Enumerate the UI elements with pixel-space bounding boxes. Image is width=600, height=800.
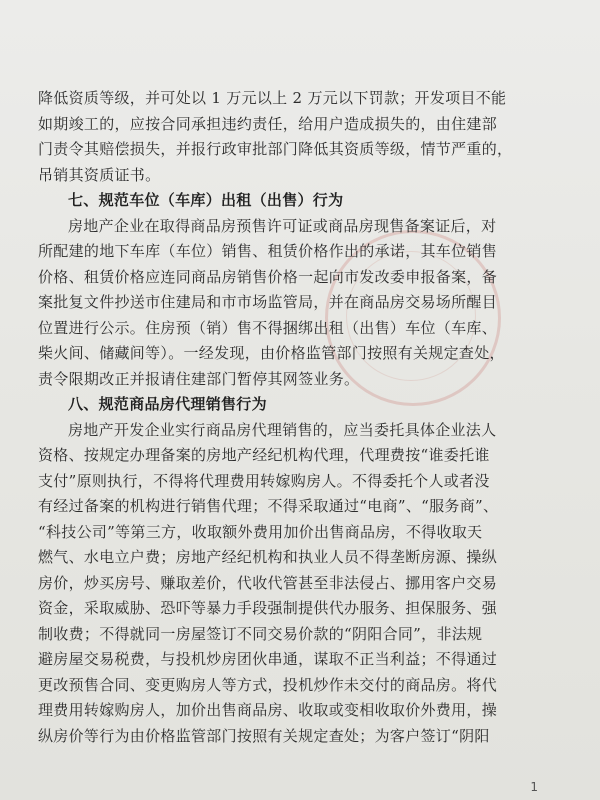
paragraph-line: 资格、按规定办理备案的房地产经纪机构代理，代理费按“谁委托谁 — [38, 446, 490, 464]
paragraph-line: 房地产开发企业实行商品房代理销售的，应当委托具体企业法人 — [68, 420, 497, 439]
paragraph-line: 纵房价等行为由价格监管部门按照有关规定查处；为客户签订“阴阳 — [38, 726, 490, 745]
paragraph-line: 降低资质等级，并可处以 1 万元以上 2 万元以下罚款；开发项目不能 — [38, 89, 507, 107]
paragraph-line: 有经过备案的机构进行销售代理；不得采取通过“电商”、“服务商”、 — [38, 497, 499, 515]
paragraph-line: 位置进行公示。住房预（销）售不得捆绑出租（出售）车位（车库、 — [38, 318, 498, 337]
paragraph-line: “科技公司”等第三方，收取额外费用加价出售商品房，不得收取天 — [38, 522, 483, 541]
paragraph-line: 房价，炒买房号、赚取差价，代收代管甚至非法侵占、挪用客户交易 — [38, 573, 498, 592]
paragraph-line: 制收费；不得就同一房屋签订不同交易价款的“阴阳合同”，非法规 — [38, 624, 483, 643]
paragraph-line: 资金，采取威胁、恐吓等暴力手段强制提供代办服务、担保服务、强 — [38, 599, 498, 617]
section-heading-8: 八、规范商品房代理销售行为 — [68, 395, 267, 413]
paragraph-line: 门责令其赔偿损失，并报行政审批部门降低其资质等级，情节严重的， — [38, 140, 513, 158]
paragraph-line: 责令限期改正并报请住建部门暂停其网签业务。 — [38, 369, 360, 388]
paragraph-line: 价格、租赁价格应连同商品房销售价格一起向市发改委申报备案，备 — [38, 267, 498, 286]
paragraph-line: 更改预售合同、变更购房人等方式，投机炒作未交付的商品房。将代 — [38, 675, 498, 694]
section-heading-7: 七、规范车位（车库）出租（出售）行为 — [68, 191, 344, 209]
document-body — [38, 86, 578, 749]
paragraph-line: 柴火间、储藏间等）。一经发现，由价格监管部门按照有关规定查处， — [38, 344, 505, 362]
paragraph-line: 如期竣工的，应按合同承担违约责任，给用户造成损失的，由住建部 — [38, 114, 498, 133]
paragraph-line: 所配建的地下车库（车位）销售、租赁价格作出的承诺，其车位销售 — [38, 242, 498, 260]
paragraph-line: 支付”原则执行，不得将代理费用转嫁购房人。不得委托个人或者没 — [38, 471, 490, 490]
paragraph-line: 吊销其资质证书。 — [38, 165, 161, 184]
paragraph-line: 理费用转嫁购房人，加价出售商品房、收取或变相收取价外费用，操 — [38, 701, 498, 719]
paragraph-line: 避房屋交易税费，与投机炒房团伙串通，谋取不正当利益；不得通过 — [38, 650, 498, 668]
paragraph-line: 房地产企业在取得商品房预售许可证或商品房现售备案证后，对 — [68, 216, 497, 235]
corner-page-mark: 1 — [530, 780, 538, 794]
paragraph-line: 案批复文件抄送市住建局和市市场监管局，并在商品房交易场所醒目 — [38, 293, 498, 311]
paragraph-line: 燃气、水电立户费；房地产经纪机构和执业人员不得垄断房源、操纵 — [38, 548, 498, 566]
